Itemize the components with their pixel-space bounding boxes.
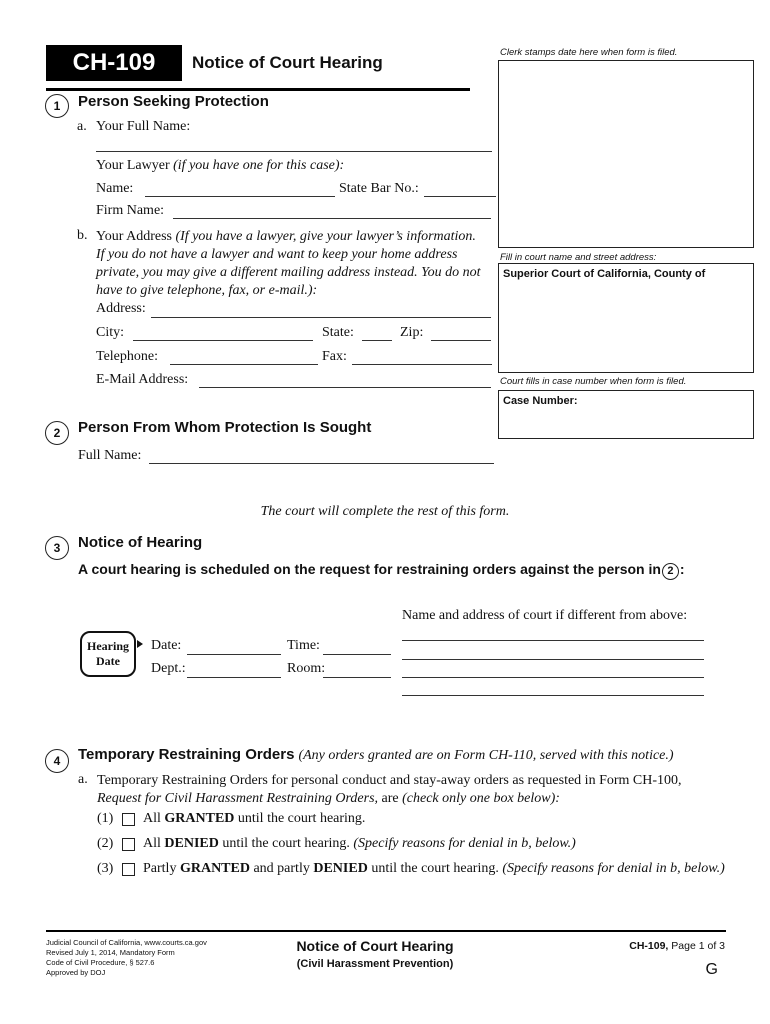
dept-field[interactable]	[187, 677, 281, 678]
firm-name-label: Firm Name:	[96, 203, 165, 218]
item-4a-text: Temporary Restraining Orders for personal conduct and stay-away orders as requested in Form CH-100, Request for Civil Harassment Restraining Orders, are (check only one box below):	[97, 773, 682, 806]
option-2-checkbox[interactable]	[122, 838, 135, 851]
address-field[interactable]	[151, 317, 491, 318]
time-label: Time:	[287, 638, 320, 653]
footer-page: CH-109, Page 1 of 3	[629, 940, 725, 952]
fax-label: Fax:	[322, 349, 347, 364]
date-field[interactable]	[187, 654, 281, 655]
hearing-date-badge: Hearing Date	[80, 631, 136, 677]
case-number-label: Case Number:	[503, 395, 578, 407]
item-4a-marker: a.	[78, 772, 88, 787]
footer-title: Notice of Court Hearing	[296, 938, 454, 954]
address-label: Address:	[96, 301, 146, 316]
section-1-title: Person Seeking Protection	[78, 93, 269, 110]
full-name-label: Your Full Name:	[96, 119, 191, 134]
address-instructions: Your Address (If you have a lawyer, give your lawyer’s information. If you do not have a lawyer and want to keep your home address private, you may give a different mailing address instead. You do not have to give telephone, fax, or e-mail.):	[96, 229, 481, 298]
clerk-stamp-box	[498, 60, 754, 248]
option-1-checkbox[interactable]	[122, 813, 135, 826]
respondent-name-label: Full Name:	[78, 448, 142, 463]
court-name-box[interactable]	[498, 263, 754, 373]
court-name-note: Fill in court name and street address:	[500, 252, 657, 263]
respondent-name-field[interactable]	[149, 463, 494, 464]
room-label: Room:	[287, 661, 326, 676]
footer-rule	[46, 930, 726, 932]
email-label: E-Mail Address:	[96, 372, 189, 387]
lawyer-label: Your Lawyer (if you have one for this case):	[96, 158, 345, 173]
time-field[interactable]	[323, 654, 391, 655]
item-a-marker: a.	[77, 119, 87, 134]
section-1-number: 1	[45, 94, 69, 118]
alt-court-line-4[interactable]	[402, 695, 704, 696]
item-b-marker: b.	[77, 228, 88, 243]
section-2-reference: 2	[662, 563, 679, 580]
firm-name-field[interactable]	[173, 218, 491, 219]
hearing-statement: A court hearing is scheduled on the request for restraining orders against the person in 2 :	[78, 561, 685, 580]
state-bar-field[interactable]	[424, 196, 496, 197]
alt-court-line-3[interactable]	[402, 677, 704, 678]
room-field[interactable]	[323, 677, 391, 678]
case-number-box[interactable]	[498, 390, 754, 439]
section-2-number: 2	[45, 421, 69, 445]
option-3-checkbox[interactable]	[122, 863, 135, 876]
fax-field[interactable]	[352, 364, 492, 365]
telephone-field[interactable]	[170, 364, 318, 365]
state-label: State:	[322, 325, 354, 340]
case-number-note: Court fills in case number when form is filed.	[500, 376, 687, 387]
option-2: (2)	[97, 836, 114, 851]
lawyer-name-label: Name:	[96, 181, 134, 196]
alt-court-label: Name and address of court if different from above:	[402, 608, 688, 623]
email-field[interactable]	[199, 387, 491, 388]
footer-subtitle: (Civil Harassment Prevention)	[296, 958, 454, 970]
arrow-icon	[137, 640, 143, 648]
zip-field[interactable]	[431, 340, 491, 341]
section-3-title: Notice of Hearing	[78, 534, 203, 551]
footer-letter: G	[705, 961, 718, 978]
option-1-label: All GRANTED until the court hearing.	[143, 811, 366, 826]
city-field[interactable]	[133, 340, 313, 341]
zip-label: Zip:	[400, 325, 424, 340]
option-3-label: Partly GRANTED and partly DENIED until the court hearing. (Specify reasons for denial in b, below.)	[143, 861, 725, 876]
option-3: (3)	[97, 861, 114, 876]
section-4-title: Temporary Restraining Orders (Any orders granted are on Form CH-110, served with this notice.)	[78, 746, 674, 763]
form-id-badge: CH-109	[46, 45, 182, 81]
option-2-label: All DENIED until the court hearing. (Specify reasons for denial in b, below.)	[143, 836, 576, 851]
court-completes-note: The court will complete the rest of this form.	[260, 504, 510, 519]
option-1: (1)	[97, 811, 114, 826]
state-field[interactable]	[362, 340, 392, 341]
full-name-field[interactable]	[96, 151, 492, 152]
city-label: City:	[96, 325, 125, 340]
clerk-stamp-note: Clerk stamps date here when form is filed.	[500, 47, 678, 58]
lawyer-name-field[interactable]	[145, 196, 335, 197]
state-bar-label: State Bar No.:	[339, 181, 419, 196]
section-2-title: Person From Whom Protection Is Sought	[78, 419, 372, 436]
dept-label: Dept.:	[151, 661, 186, 676]
date-label: Date:	[151, 638, 182, 653]
footer-info: Judicial Council of California, www.courts.ca.gov Revised July 1, 2014, Mandatory Form Code of Civil Procedure, § 527.6 Approved by DOJ	[46, 938, 207, 977]
section-4-number: 4	[45, 749, 69, 773]
section-3-number: 3	[45, 536, 69, 560]
telephone-label: Telephone:	[96, 349, 158, 364]
court-name-label: Superior Court of California, County of	[503, 268, 706, 280]
form-title: Notice of Court Hearing	[192, 53, 383, 72]
header-rule	[46, 88, 470, 91]
alt-court-line-1[interactable]	[402, 640, 704, 641]
alt-court-line-2[interactable]	[402, 659, 704, 660]
